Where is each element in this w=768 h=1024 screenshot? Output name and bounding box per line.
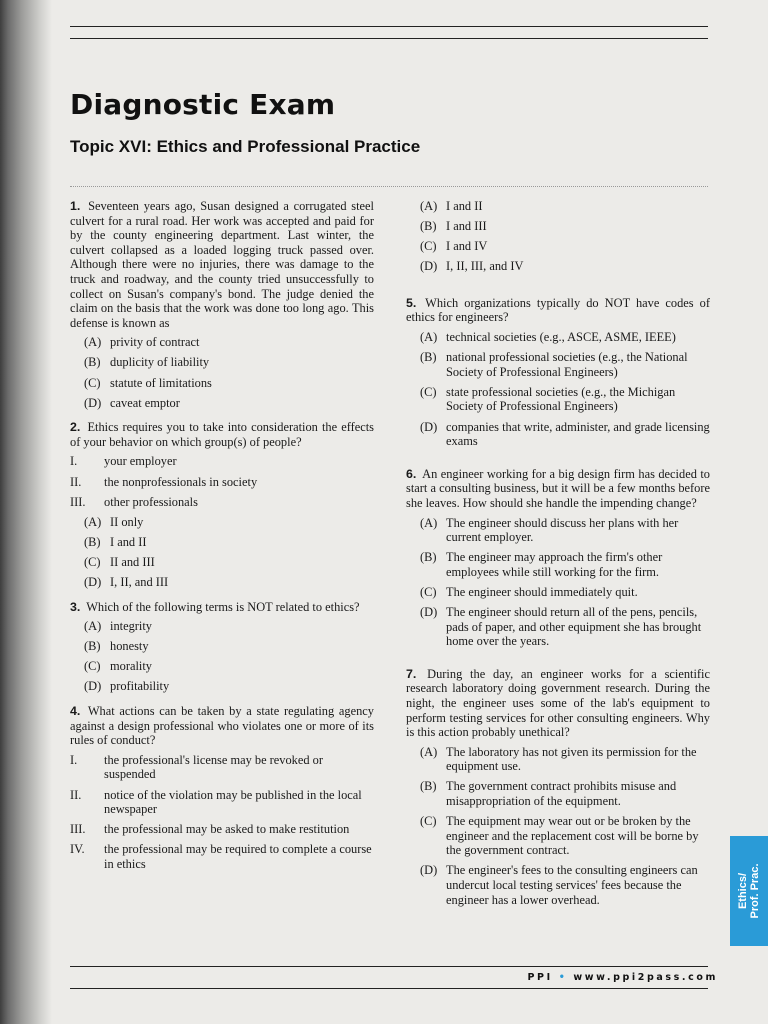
section-tab-label [737, 863, 761, 918]
option-text: I and II [110, 534, 147, 549]
question-number: 7. [406, 666, 417, 681]
answer-option-c [420, 814, 710, 858]
option-text: The equipment may wear out or be broken by the engineer and the replacement cost will be borne by the government contract. [446, 814, 699, 858]
option-text: national professional societies (e.g., the National Society of Professional Engineers) [446, 350, 688, 379]
option-text: statute of limitations [110, 375, 212, 390]
answer-option-a [420, 199, 710, 214]
roman-label: II. [70, 474, 82, 489]
option-label: (B) [420, 350, 437, 365]
roman-text: notice of the violation may be published in the local newspaper [104, 787, 362, 817]
answer-option-a [420, 745, 710, 774]
roman-text: the professional may be required to complete a course in ethics [104, 842, 372, 871]
option-label: (D) [420, 863, 438, 878]
question-text: An engineer working for a big design firm has decided to start a consulting business, but it will be a few months before she leaves. How should she handle the impending change? [406, 466, 710, 510]
answer-option-c [84, 555, 374, 570]
question-stem [406, 467, 710, 511]
question-text: During the day, an engineer works for a scientific research laboratory doing government research. During the night, the engineer uses some of the lab's equipment to perform testing services for other consulting engineers. Why is this action probably unethical? [406, 666, 710, 740]
roman-text: the professional's license may be revoked or suspended [104, 752, 323, 782]
right-column [406, 199, 710, 917]
answer-option-d [420, 863, 710, 907]
roman-item-i [70, 753, 374, 782]
option-text: I and IV [446, 239, 488, 254]
question-1 [70, 199, 374, 410]
option-text: profitability [110, 679, 170, 694]
answer-option-b [84, 535, 374, 550]
answer-option-a [84, 515, 374, 530]
answer-option-d [420, 259, 710, 274]
option-text: The laboratory has not given its permission for the equipment use. [446, 744, 697, 774]
option-label: (D) [420, 419, 438, 434]
question-text: What actions can be taken by a state regulating agency against a design professional who violates one or more of its rules of conduct? [70, 704, 374, 748]
bottom-rule [70, 966, 708, 967]
page-title: Diagnostic Exam [70, 88, 336, 121]
roman-item-ii [70, 475, 374, 490]
answer-option-a [84, 619, 374, 634]
answer-option-a [420, 516, 710, 545]
answer-option-c [84, 659, 374, 674]
option-text: I, II, and III [110, 574, 169, 589]
option-label: (B) [420, 219, 437, 234]
answer-option-a [420, 330, 710, 345]
answer-option-c [420, 239, 710, 254]
option-text: The engineer's fees to the consulting engineers can undercut local testing services' fees because the engineer has a lower overhead. [446, 863, 698, 907]
question-7 [406, 667, 710, 907]
roman-label: III. [70, 494, 86, 509]
option-text: II and III [110, 554, 155, 569]
roman-text: the professional may be asked to make restitution [104, 822, 350, 837]
option-label: (A) [420, 330, 438, 345]
answer-option-c [420, 385, 710, 414]
option-label: (B) [84, 639, 101, 654]
question-text: Ethics requires you to take into consideration the effects of your behavior on which group(s) of people? [70, 420, 374, 449]
option-text: companies that write, administer, and grade licensing exams [446, 419, 710, 449]
page-footer [527, 972, 718, 983]
top-rule-second [70, 38, 708, 39]
option-text: The engineer should discuss her plans with her current employer. [446, 515, 679, 545]
option-text: duplicity of liability [110, 355, 210, 370]
answer-option-b [84, 355, 374, 370]
bottom-rule-second [70, 988, 708, 989]
top-rule [70, 26, 708, 27]
option-label: (C) [84, 375, 101, 390]
question-text: Which organizations typically do NOT have codes of ethics for engineers? [406, 295, 710, 325]
publisher-url: www.ppi2pass.com [573, 972, 718, 983]
roman-text: the nonprofessionals in society [104, 474, 258, 489]
answer-option-c [84, 376, 374, 391]
roman-item-i [70, 454, 374, 469]
option-label: (C) [420, 814, 437, 829]
answer-option-b [420, 550, 710, 579]
option-label: (A) [84, 619, 102, 634]
bullet-icon: • [558, 972, 568, 983]
roman-text: your employer [104, 454, 177, 469]
option-text: state professional societies (e.g., the Michigan Society of Professional Engineers) [446, 384, 676, 414]
option-text: caveat emptor [110, 395, 180, 410]
question-number: 6. [406, 466, 417, 481]
answer-option-b [420, 219, 710, 234]
question-5 [406, 296, 710, 449]
option-text: privity of contract [110, 335, 200, 350]
option-text: I and III [446, 219, 487, 234]
option-text: I, II, III, and IV [446, 259, 524, 274]
question-stem [406, 296, 710, 325]
answer-option-b [84, 639, 374, 654]
roman-item-ii [70, 788, 374, 817]
question-stem [70, 199, 374, 330]
option-label: (D) [84, 574, 102, 589]
answer-option-d [84, 575, 374, 590]
exam-page [52, 0, 768, 1024]
option-label: (B) [420, 550, 437, 565]
question-2 [70, 420, 374, 589]
answer-option-d [84, 396, 374, 411]
roman-label: I. [70, 454, 78, 469]
answer-option-d [84, 679, 374, 694]
option-label: (A) [420, 744, 438, 759]
question-4 [70, 704, 374, 871]
option-text: I and II [446, 199, 483, 213]
answer-option-d [420, 420, 710, 449]
roman-item-iii [70, 495, 374, 510]
answer-option-a [84, 335, 374, 350]
question-6 [406, 467, 710, 649]
option-label: (A) [420, 199, 438, 213]
question-number: 3. [70, 599, 81, 614]
option-label: (C) [420, 584, 437, 599]
question-stem [70, 600, 374, 615]
section-tab [730, 836, 768, 946]
roman-item-iii [70, 822, 374, 837]
option-label: (C) [420, 384, 437, 399]
answer-option-c [420, 585, 710, 600]
question-number: 1. [70, 199, 81, 213]
answer-option-b [420, 779, 710, 808]
section-tab-line2: Prof. Prac. [749, 863, 761, 919]
roman-label: III. [70, 822, 86, 837]
option-label: (D) [84, 679, 102, 694]
option-text: integrity [110, 619, 152, 634]
option-text: technical societies (e.g., ASCE, ASME, IEEE) [446, 330, 676, 345]
book-spine-shadow [0, 0, 52, 1024]
answer-option-b [420, 350, 710, 379]
option-label: (B) [84, 534, 101, 549]
option-text: The engineer should immediately quit. [446, 584, 638, 599]
roman-item-iv [70, 842, 374, 871]
question-text: Seventeen years ago, Susan designed a corrugated steel culvert for a rural road. Her work was accepted and paid for by the county engineering department. Last winter, the culvert collapsed as a loaded logging truck passed over. Although there were no injuries, there was damage to the truck and roadway, and the county tried unsuccessfully to collect on Susan's company's bond. The judge denied the claim on the basis that the work was done too long ago. This defense is known as [70, 199, 374, 330]
left-column [70, 199, 374, 881]
option-text: The government contract prohibits misuse and misappropriation of the equipment. [446, 779, 677, 808]
option-label: (A) [84, 514, 102, 529]
roman-label: I. [70, 752, 78, 767]
question-number: 2. [70, 420, 81, 435]
option-label: (C) [84, 659, 101, 674]
option-label: (D) [420, 259, 438, 274]
option-text: The engineer should return all of the pens, pencils, pads of paper, and other equipment she has brought home over the years. [446, 604, 702, 649]
answer-option-d [420, 605, 710, 649]
question-text: Which of the following terms is NOT related to ethics? [86, 599, 360, 614]
question-number: 4. [70, 704, 81, 719]
publisher-name: PPI [527, 972, 553, 983]
roman-label: IV. [70, 842, 85, 857]
question-3 [70, 600, 374, 694]
option-text: honesty [110, 639, 149, 654]
option-label: (C) [420, 239, 437, 254]
option-label: (B) [420, 779, 437, 794]
option-label: (D) [420, 604, 438, 619]
option-text: The engineer may approach the firm's other employees while still working for the firm. [446, 550, 663, 579]
option-text: II only [110, 514, 144, 529]
roman-label: II. [70, 787, 82, 802]
question-number: 5. [406, 295, 417, 310]
option-label: (D) [84, 395, 102, 410]
option-label: (A) [84, 335, 102, 350]
option-text: morality [110, 659, 152, 674]
section-tab-line1: Ethics/ [737, 872, 749, 910]
option-label: (C) [84, 554, 101, 569]
question-stem [70, 704, 374, 748]
option-label: (B) [84, 355, 101, 370]
question-4-options [406, 199, 710, 274]
roman-text: other professionals [104, 494, 198, 509]
option-label: (A) [420, 515, 438, 530]
question-stem [406, 667, 710, 740]
page-subtitle: Topic XVI: Ethics and Professional Practice [70, 137, 421, 156]
section-divider [70, 186, 708, 187]
question-stem [70, 420, 374, 449]
